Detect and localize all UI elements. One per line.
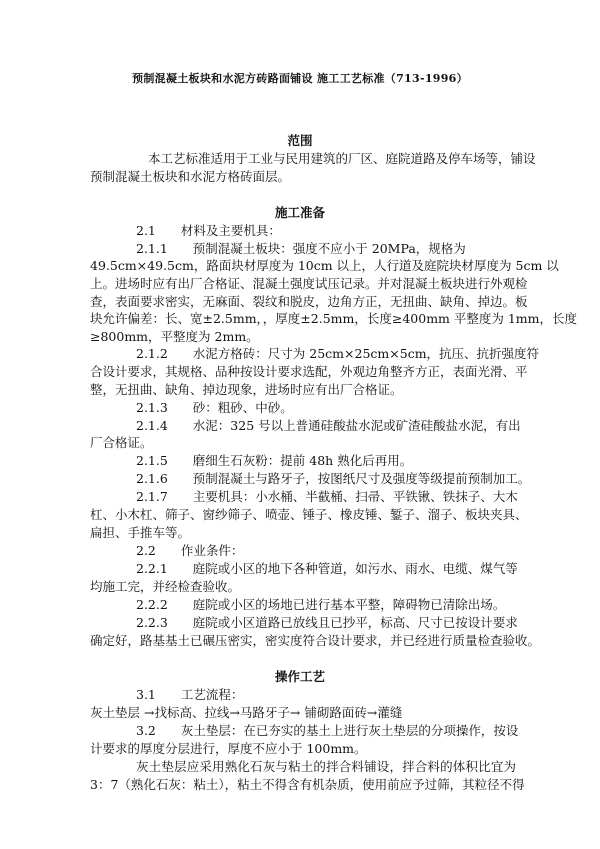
- paragraph-line: 2.2.3 庭院或小区道路已放线且已抄平，标高、尺寸已按设计要求: [136, 615, 518, 630]
- paragraph-line: 3.1 工艺流程：: [136, 687, 244, 702]
- paragraph-line: 整，无扭曲、缺角、掉边现象，进场时应有出厂合格证。: [90, 382, 403, 397]
- paragraph-line: 均施工完，并经检查验收。: [90, 579, 241, 594]
- paragraph-line: 2.1.7 主要机具：小水桶、半截桶、扫帚、平铁锹、铁抹子、大木: [136, 489, 518, 504]
- paragraph-line: ≥800mm，平整度为 2mm。: [90, 329, 259, 344]
- paragraph-line: 2.1.1 预制混凝土板块：强度不应小于 20MPa，规格为: [136, 241, 466, 256]
- paragraph-line: 灰土垫层应采用熟化石灰与粘土的拌合料铺设，拌合料的体积比宜为: [136, 759, 516, 774]
- paragraph-line: 3.2 灰土垫层：在已夯实的基土上进行灰土垫层的分项操作，按设: [136, 723, 519, 738]
- paragraph-line: 2.1.2 水泥方格砖：尺寸为 25cm×25cm×5cm，抗压、抗折强度符: [136, 346, 540, 361]
- paragraph-line: 扁担、手推车等。: [90, 525, 191, 540]
- paragraph-line: 块允许偏差：长、宽±2.5mm，，厚度±2.5mm，长度≥400mm 平整度为 1mm，长度: [90, 311, 578, 326]
- document-title: 预制混凝土板块和水泥方砖路面铺设 施工工艺标准（713-1996）: [132, 72, 468, 85]
- paragraph-line: 杠、小木杠、筛子、窗纱筛子、喷壶、锤子、橡皮锤、錾子、溜子、板块夹具、: [90, 507, 528, 522]
- paragraph-line: 3：7（熟化石灰：粘土），粘土不得含有机杂质，使用前应予过筛，其粒径不得: [90, 777, 525, 792]
- process-flow-line: 灰土垫层 →找标高、拉线→马路牙子→ 铺砌路面砖→灌缝: [90, 705, 403, 720]
- paragraph-line: 2.1 材料及主要机具：: [136, 223, 281, 238]
- paragraph-line: 2.2.1 庭院或小区的地下各种管道，如污水、雨水、电缆、煤气等: [136, 561, 518, 576]
- paragraph-line: 2.1.5 磨细生石灰粉：提前 48h 熟化后再用。: [136, 453, 413, 468]
- paragraph-line: 计要求的厚度分层进行，厚度不应小于 100mm。: [90, 741, 367, 756]
- paragraph-line: 2.1.4 水泥：325 号以上普通硅酸盐水泥或矿渣硅酸盐水泥，有出: [136, 418, 521, 433]
- paragraph-line: 查，表面要求密实，无麻面、裂纹和脱皮，边角方正，无扭曲、缺角、掉边。板: [90, 294, 528, 309]
- section-heading-prep: 施工准备: [274, 205, 325, 220]
- paragraph-line: 本工艺标准适用于工业与民用建筑的厂区、庭院道路及停车场等，铺设: [148, 151, 536, 166]
- paragraph-line: 确定好，路基基土已碾压密实，密实度符合设计要求，并已经进行质量检查验收。: [90, 633, 541, 648]
- paragraph-line: 2.1.6 预制混凝土与路牙子，按图纸尺寸及强度等级提前预制加工。: [136, 471, 531, 486]
- paragraph-line: 2.1.3 砂：粗砂、中砂。: [136, 400, 293, 415]
- paragraph-line: 2.2 作业条件：: [136, 543, 244, 558]
- section-heading-scope: 范围: [287, 133, 313, 148]
- paragraph-line: 厂合格证。: [90, 435, 153, 450]
- paragraph-line: 49.5cm×49.5cm，路面块材厚度为 10cm 以上，人行道及庭院块材厚度为 5cm 以: [90, 258, 559, 273]
- paragraph-line: 预制混凝土板块和水泥方格砖面层。: [90, 169, 291, 184]
- paragraph-line: 合设计要求，其规格、品种按设计要求选配，外观边角整齐方正，表面光滑、平: [90, 364, 528, 379]
- paragraph-line: 上。进场时应有出厂合格证、混凝土强度试压记录。并对混凝土板块进行外观检: [90, 276, 528, 291]
- paragraph-line: 2.2.2 庭院或小区的场地已进行基本平整，障碍物已清除出场。: [136, 597, 506, 612]
- section-heading-ops: 操作工艺: [274, 669, 325, 684]
